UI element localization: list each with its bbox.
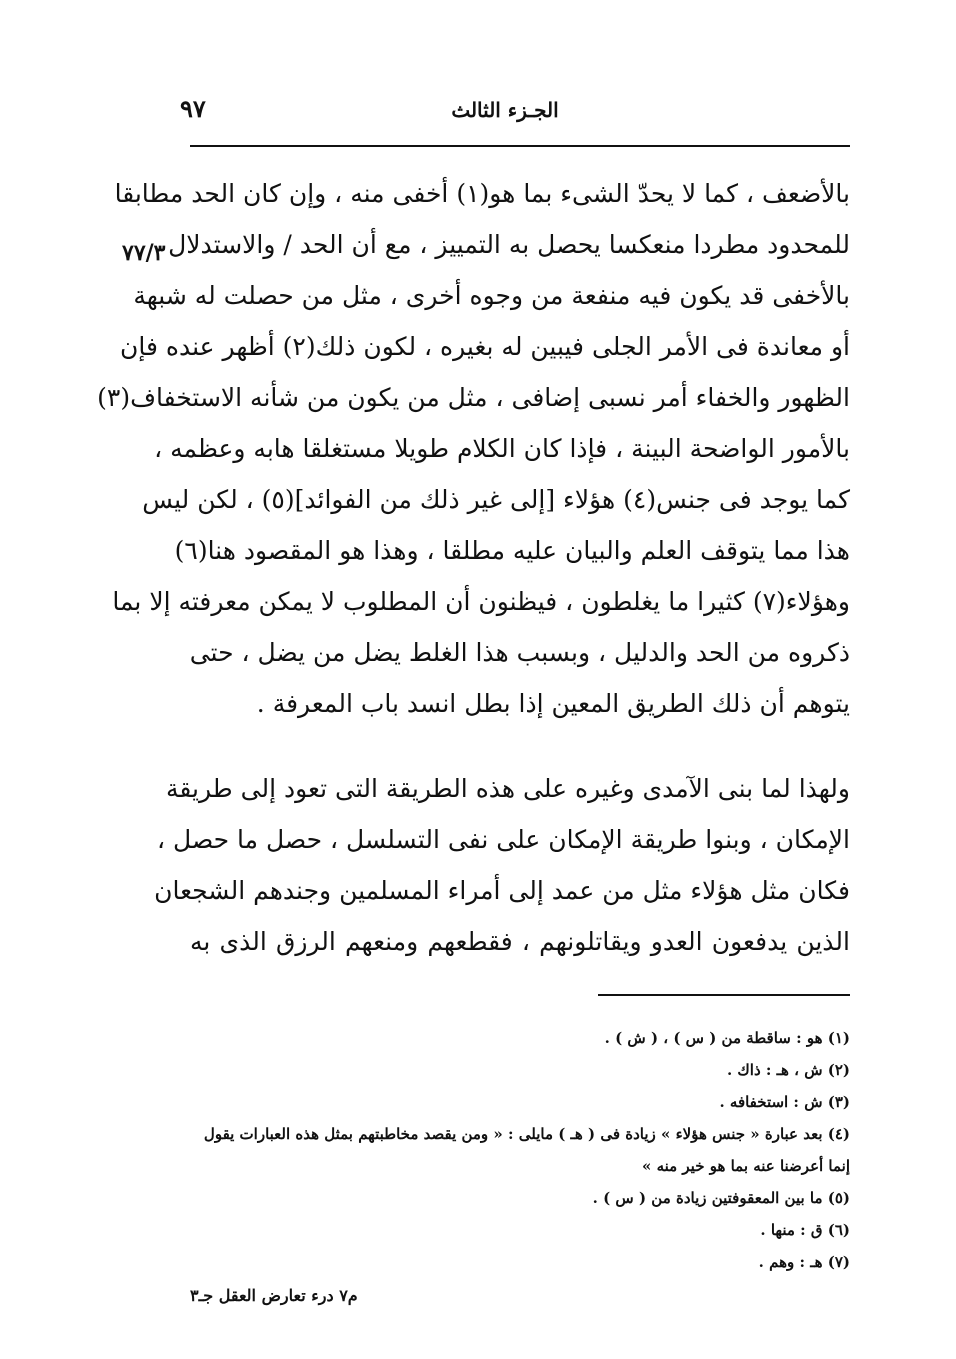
footnote: (٤) بعد عبارة « جنس هؤلاء » زيادة فى ( هـ ) مايلى : « ومن يقصد مخاطبتهم بمثل هذه العبارات يقول: [203, 1125, 850, 1143]
footnote: (٦) ق : منها .: [760, 1221, 850, 1239]
text-line: بالأضعف ، كما لا يحدّ الشىء بما هو(١) أخفى منه ، وإن كان الحد مطابقا: [114, 179, 850, 208]
footnotes: [190, 1022, 850, 1278]
margin-reference: ٧٧/٣: [122, 240, 166, 266]
header-rule: [190, 145, 850, 147]
footnote: (٣) ش : استخفافه .: [719, 1093, 850, 1111]
paragraph-2: [154, 763, 850, 967]
footnote: (٢) ش ، هـ : ذاك .: [726, 1061, 850, 1079]
footnote-continuation: إنما أعرضنا عنه بما هو خير منه »: [641, 1157, 850, 1175]
text-line: للمحدود مطردا منعكسا يحصل به التمييز ، مع أن الحد / والاستدلال: [168, 230, 850, 259]
footnote: (٥) ما بين المعقوفتين زيادة من ( س ) .: [592, 1189, 850, 1207]
footnote: (١) هو : ساقطة من ( س ) ، ( ش ) .: [604, 1029, 850, 1047]
text-line: وهؤلاء(٧) كثيرا ما يغلطون ، فيظنون أن المطلوب لا يمكن معرفته إلا بما: [112, 587, 850, 616]
text-line: الذين يدفعون العدو ويقاتلونهم ، فقطعهم ومنعهم الرزق الذى به: [190, 927, 850, 956]
footnote-rule: [598, 994, 850, 996]
text-line: كما يوجد فى جنس(٤) هؤلاء [إلى غير ذلك من الفوائد](٥) ، لكن ليس: [142, 485, 850, 514]
signature-mark: م٧ درء تعارض العقل جـ٣: [190, 1286, 358, 1305]
text-line: فكان مثل هؤلاء مثل من عمد إلى أمراء المسلمين وجندهم الشجعان: [154, 876, 850, 905]
text-line: بالأمور الواضحة البينة ، فإذا كان الكلام طويلا مستغلقا هابه وعظمه ،: [154, 434, 850, 463]
text-line: الظهور والخفاء أمر نسبى إضافى ، مثل من يكون من شأنه الاستخفاف(٣): [97, 383, 850, 412]
footnote: (٧) هـ : وهم .: [758, 1253, 850, 1271]
text-line: بالأخفى قد يكون فيه منفعة من وجوه أخرى ، مثل من حصلت له شبهة: [133, 281, 850, 310]
text-line: ولهذا لما بنى الآمدى وغيره على هذه الطريقة التى تعود إلى طريقة: [165, 774, 850, 803]
page-number: ٩٧: [180, 94, 206, 123]
text-line: هذا مما يتوقف العلم والبيان عليه مطلقا ، وهذا هو المقصود هنا(٦): [174, 536, 850, 565]
running-header-title: الجـزء الثالث: [451, 98, 559, 122]
text-line: الإمكان ، وبنوا طريقة الإمكان على نفى التسلسل ، حصل ما حصل ،: [157, 825, 850, 854]
text-line: أو معاندة فى الأمر الجلى فيبين له بغيره ، لكون ذلك(٢) أظهر عنده فإن: [120, 332, 850, 361]
text-line: يتوهم أن ذلك الطريق المعين إذا بطل انسد باب المعرفة .: [256, 689, 850, 718]
text-line: ذكروه من الحد والدليل ، وبسبب هذا الغلط يضل من يضل ، حتى: [189, 638, 850, 667]
